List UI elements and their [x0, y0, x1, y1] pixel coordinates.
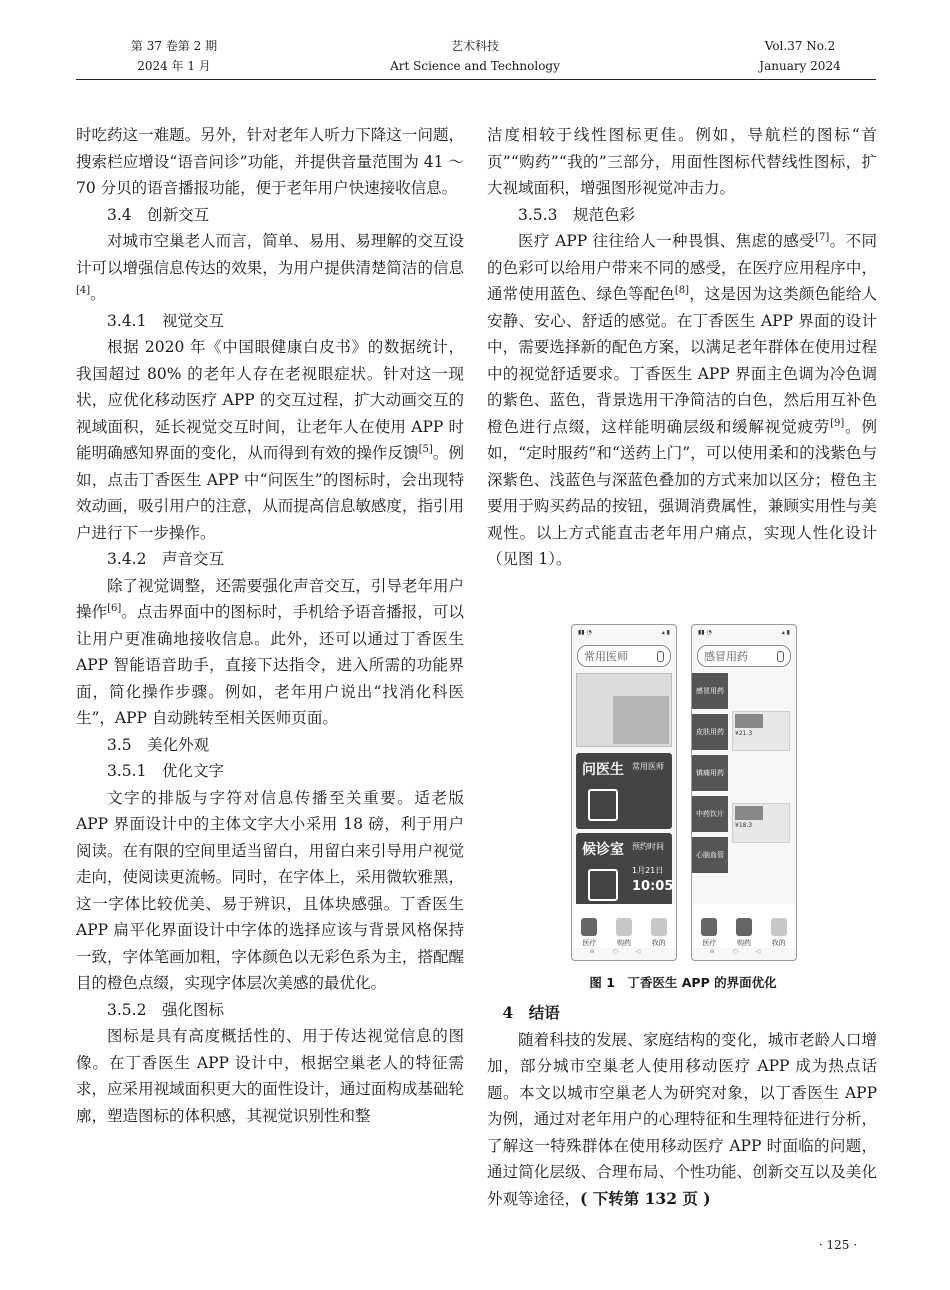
person-icon — [771, 918, 787, 936]
category-item: 镇痛用药 — [692, 755, 728, 791]
product-price: ¥18.3 — [735, 822, 753, 829]
medical-icon — [581, 918, 597, 936]
right-column — [487, 122, 877, 573]
continued-note: ( 下转第 132 页 ) — [580, 1188, 711, 1208]
citation: [4] — [76, 284, 91, 296]
paragraph — [76, 228, 464, 308]
category-item: 中药饮片 — [692, 796, 728, 832]
journal-title — [340, 36, 610, 80]
bottom-nav — [572, 904, 676, 948]
nav-label: 我的 — [651, 939, 666, 947]
category-item: 心脑血管 — [692, 837, 728, 873]
microphone-icon — [657, 651, 664, 662]
paragraph: 图标是具有高度概括性的、用于传达视觉信息的图像。在丁香医生 APP 设计中，根据空巢老人的特征需求，应采用视域面积更大的面性设计，通过面构成基础轮廓，塑造图标的体积感，其视觉识别性和整 — [76, 1027, 464, 1125]
status-bar: ▮▮ ◔ ▴ ▮ — [578, 629, 670, 636]
card-subtitle: 常用医师 — [632, 762, 664, 771]
issue-date: 2024 年 1 月 — [137, 59, 211, 73]
waiting-room-card — [576, 833, 672, 909]
card-title: 问医生 — [582, 762, 624, 778]
pill-icon — [736, 918, 752, 936]
subsection-heading: 3.5.3 规范色彩 — [518, 205, 635, 224]
citation: [5] — [418, 443, 433, 455]
citation: [7] — [815, 231, 830, 243]
text: 。点击界面中的图标时，手机给予语音播报，可以让用户更准确地接收信息。此外，还可以通过丁香医生 APP 智能语音助手，直接下达指令，进入所需的功能界面，简化操作步骤。例如，老年用户说出“找消化科医生”，APP 自动跳转至相关医师页面。 — [76, 603, 464, 727]
text: 对城市空巢老人而言，简单、易用、易理解的交互设计可以增强信息传达的效果，为用户提供清楚简洁的信息 — [76, 232, 464, 277]
system-nav-bar: ≡○◁ — [589, 948, 659, 955]
section-heading: 3.4 创新交互 — [107, 205, 210, 224]
search-bar — [577, 645, 671, 667]
phone-screenshot-pharmacy — [691, 624, 797, 961]
page-number: · 125 · — [818, 1238, 858, 1252]
search-text: 常用医师 — [584, 650, 628, 663]
product-image — [735, 806, 763, 820]
search-bar — [697, 645, 791, 667]
paragraph — [487, 1027, 877, 1213]
nav-pharmacy — [616, 918, 632, 948]
volume-en: Vol.37 No.2 — [764, 39, 836, 53]
product-item — [732, 711, 790, 751]
conclusion-section — [487, 1000, 877, 1212]
category-item: 感冒用药 — [692, 673, 728, 709]
subsection-heading: 3.5.2 强化图标 — [107, 1000, 224, 1019]
paragraph — [76, 334, 464, 546]
category-item: 皮肤用药 — [692, 714, 728, 750]
volume-issue: 第 37 卷第 2 期 — [130, 39, 218, 53]
product-price: ¥21.3 — [735, 730, 753, 737]
search-text: 感冒用药 — [704, 650, 748, 663]
bottom-nav — [692, 904, 796, 948]
text: 。 — [90, 285, 106, 303]
category-sidebar — [692, 673, 728, 878]
date-en: January 2024 — [759, 59, 841, 73]
figure-1 — [571, 624, 797, 959]
nav-label: 购药 — [736, 939, 751, 947]
nav-me — [651, 918, 667, 948]
nav-label: 医疗 — [582, 939, 597, 947]
text: 除了视觉调整，还需要强化声音交互，引导老年用户操作 — [76, 576, 464, 621]
citation: [6] — [107, 602, 122, 614]
header-rule — [76, 79, 876, 80]
card-subtitle: 预约时间 — [632, 842, 664, 851]
appointment-time: 10:05 — [632, 879, 674, 894]
queue-icon — [588, 869, 618, 901]
text: 根据 2020 年《中国眼健康白皮书》的数据统计，我国超过 80% 的老年人存在老视眼症状。针对这一现状，应优化移动医疗 APP 的交互过程，扩大动画交互的视域面积，延长视觉交互时间，让老年人在使用 APP 时能明确感知界面的变化，从而得到有效的操作反馈 — [76, 338, 464, 462]
person-icon — [651, 918, 667, 936]
nav-medical — [701, 918, 717, 948]
journal-title-cn: 艺术科技 — [450, 39, 499, 53]
section-heading: 3.5 美化外观 — [107, 735, 210, 754]
doctors-photo — [613, 696, 669, 744]
citation: [8] — [674, 284, 690, 296]
text: 。例如，“定时服药”和“送药上门”，可以使用柔和的浅紫色与深紫色、浅蓝色与深蓝色叠加的方式来加以区分；橙色主要用于购买药品的按钮，强调消费属性，兼顾实用性与美观性。以上方式能直击老年用户痛点，实现人性化设计（见图 1）。 — [487, 417, 877, 568]
product-image — [735, 714, 763, 728]
nav-label: 购药 — [616, 939, 631, 947]
paragraph — [487, 228, 877, 573]
nav-pharmacy — [736, 918, 752, 948]
medical-icon — [701, 918, 717, 936]
paragraph: 洁度相较于线性图标更佳。例如，导航栏的图标“首页”“购药”“我的”三部分，用面性图标代替线性图标，扩大视域面积，增强图形视觉冲击力。 — [487, 126, 877, 197]
microphone-icon — [777, 651, 784, 662]
subsection-heading: 3.5.1 优化文字 — [107, 762, 224, 780]
subsection-heading: 3.4.2 声音交互 — [107, 550, 224, 568]
paragraph: 时吃药这一难题。另外，针对老年人听力下降这一问题，搜索栏应增设“语音问诊”功能，并提供音量范围为 41 ～ 70 分贝的语音播报功能，便于老年用户快速接收信息。 — [76, 126, 464, 197]
text: 。例如，点击丁香医生 APP 中“问医生”的图标时，会出现特效动画，吸引用户的注意，从而提高信息敏感度，指引用户进行下一步操作。 — [76, 444, 464, 542]
pill-icon — [616, 918, 632, 936]
subsection-heading: 3.4.1 视觉交互 — [107, 311, 224, 330]
section-heading: 4 结语 — [502, 1003, 560, 1022]
nav-label: 医疗 — [702, 939, 717, 947]
paragraph: 文字的排版与字符对信息传播至关重要。适老版 APP 界面设计中的主体文字大小采用 18 磅，利于用户阅读。在有限的空间里适当留白，用留白来引导用户视觉走向，使阅读更流畅。同时，在字体上，采用微软雅黑，这一字体比较优美、易于辨识，且体块感强。丁香医生 APP 扁平化界面设计中字体的选择应该与背景风格保持一致，字体笔画加粗，字体颜色以无彩色系为主，搭配醒目的橙色点缀，实现字体层次美感的最优化。 — [76, 788, 464, 992]
journal-volume-en — [730, 36, 870, 80]
phone-screenshot-home — [571, 624, 677, 961]
medkit-icon — [588, 789, 618, 821]
citation: [9] — [830, 417, 845, 429]
card-title: 候诊室 — [582, 842, 624, 858]
ask-doctor-card — [576, 753, 672, 829]
product-item — [732, 803, 790, 843]
text: ，这是因为这类颜色能给人安静、安心、舒适的感觉。在丁香医生 APP 界面的设计中，需要选择新的配色方案，以满足老年群体在使用过程中的视觉舒适要求。丁香医生 APP 界面主色调为冷色调的紫色、蓝色，背景选用干净简洁的白色，然后用互补色橙色进行点缀，这样能明确层级和缓解视觉疲劳 — [487, 285, 877, 436]
left-column — [76, 122, 464, 1129]
text: 随着科技的发展、家庭结构的变化，城市老龄人口增加，部分城市空巢老人使用移动医疗 APP 成为热点话题。本文以城市空巢老人为研究对象，以丁香医生 APP 为例，通过对老年用户的心理特征和生理特征进行分析，了解这一特殊群体在使用移动医疗 APP 时面临的问题，通过简化层级、合理布局、个性功能、创新交互以及美化外观等途径， — [487, 1030, 877, 1208]
nav-medical — [581, 918, 597, 948]
journal-title-en: Art Science and Technology — [390, 59, 560, 73]
paragraph — [76, 573, 464, 732]
banner-image — [576, 673, 672, 747]
figure-caption: 图 1 丁香医生 APP 的界面优化 — [589, 975, 777, 990]
status-bar: ▮▮ ◔ ▴ ▮ — [698, 629, 790, 636]
journal-volume-issue — [104, 36, 244, 80]
text: 。不同的色彩可以给用户带来不同的感受，在医疗应用程序中，通常使用蓝色、绿色等配色 — [487, 232, 877, 303]
text: 医疗 APP 往往给人一种畏惧、焦虑的感受 — [518, 232, 816, 250]
nav-label: 我的 — [771, 939, 786, 947]
nav-me — [771, 918, 787, 948]
system-nav-bar: ≡○◁ — [709, 948, 779, 955]
appointment-date: 1月21日 — [632, 866, 664, 875]
